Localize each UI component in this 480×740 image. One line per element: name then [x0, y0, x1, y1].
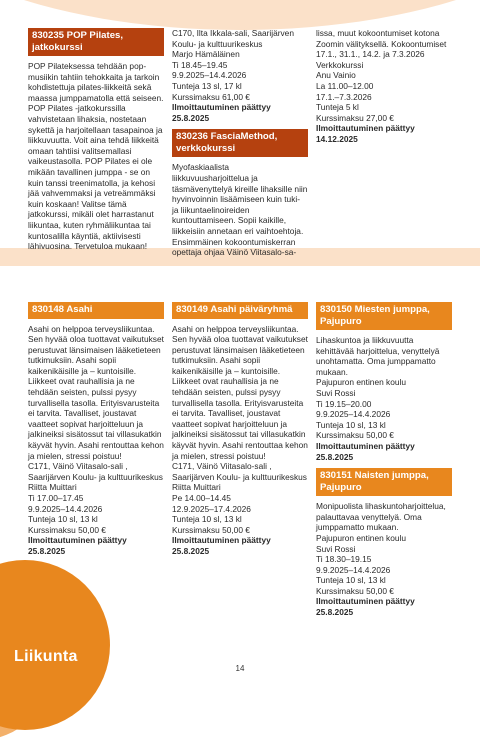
course-dates-830151: 9.9.2025–14.4.2026	[316, 564, 391, 575]
deadline-date: 14.12.2025	[316, 133, 358, 144]
deadline-label: Ilmoittautuminen päättyy	[172, 102, 271, 113]
course-title: 830235 POP Pilates, jatkokurssi	[28, 28, 164, 56]
course-location: Pajupuron entinen koulu	[316, 377, 406, 388]
course-teacher: Riitta Muittari	[28, 482, 77, 493]
course-fee: Kurssimaksu 61,00 €	[172, 91, 250, 102]
course-fee: Kurssimaksu 50,00 €	[316, 430, 394, 441]
course-description-830151: Monipuolista lihaskuntoharjoittelua, palauttavaa venyttelyä. Oma jumppamatto mukaan.	[316, 501, 446, 533]
course-hours: Tunteja 10 sl, 13 kl	[316, 419, 386, 430]
course-dates: 9.9.2025–14.4.2026	[172, 70, 247, 81]
course-hours: Tunteja 5 kl	[316, 102, 359, 113]
deadline-label: Ilmoittautuminen päättyy	[316, 123, 415, 134]
course-hours: Tunteja 10 sl, 13 kl	[28, 514, 98, 525]
course-830235-details	[172, 28, 308, 258]
course-title-830151: 830151 Naisten jumppa, Pajupuro	[316, 468, 452, 496]
course-teacher: Marjo Hämäläinen	[172, 49, 240, 60]
page-number: 14	[235, 664, 245, 673]
course-hours: Tunteja 13 sl, 17 kl	[172, 80, 242, 91]
course-title: 830149 Asahi päiväryhmä	[172, 302, 308, 319]
course-time: Ti 18.45–19.45	[172, 59, 228, 70]
course-time-830151: Ti 18.30–19.15	[316, 554, 372, 565]
course-830149	[172, 302, 308, 557]
deadline-label: Ilmoittautuminen päättyy	[172, 535, 271, 546]
course-teacher: Anu Vainio	[316, 70, 356, 81]
deadline-date: 25.8.2025	[316, 451, 354, 462]
course-description: POP Pilateksessa tehdään pop-musiikin tahtiin tehokkaita ja tarkoin kohdistettuja pilates-liikkeitä sekä maassa jumppamatolla että seiseen. POP Pilates -jatkokurssilla vahvistetaan lihaksia, nostetaan sykettä ja harjoitellaan tasapainoa ja liikkuvuutta. Voit aina tehdä liikkeitä omaan tahtiisi valitsemallasi vaikeustasolla. POP Pilates ei ole mikään tavallinen jumppa - se on kuin tanssi treenimatolla, ja kehosi jää vahvemmaksi ja vetreämmäksi kuin koskaan! Valitse tämä jatkokurssi, mikäli olet harrastanut liikuntaa, kuten ryhmäliikuntaa tai kuntosalilla käyntiä, aktiivisesti lähivuosina. Tervetuloa mukaan!	[28, 61, 164, 252]
course-title: 830150 Miesten jumppa, Pajupuro	[316, 302, 452, 330]
course-fee: Kurssimaksu 50,00 €	[172, 524, 250, 535]
top-decoration	[0, 0, 480, 30]
course-fee-830151: Kurssimaksu 50,00 €	[316, 585, 394, 596]
course-location: C171, Väinö Viitasalo-sali , Saarijärven Koulu- ja kulttuurikeskus	[28, 461, 163, 482]
course-830236-details	[316, 28, 452, 145]
course-hours-830151: Tunteja 10 sl, 13 kl	[316, 575, 386, 586]
course-teacher-830151: Suvi Rossi	[316, 543, 356, 554]
course-location-830151: Pajupuron entinen koulu	[316, 532, 406, 543]
course-teacher: Riitta Muittari	[172, 482, 221, 493]
course-830235	[28, 28, 164, 252]
deadline-date: 25.8.2025	[28, 545, 66, 556]
section-brand-label: Liikunta	[14, 648, 78, 665]
course-location: C170, Ilta Ikkala-sali, Saarijärven Koulu- ja kulttuurikeskus	[172, 28, 294, 49]
course-fee: Kurssimaksu 27,00 €	[316, 112, 394, 123]
course-dates: 17.1.–7.3.2026	[316, 91, 372, 102]
course-dates: 12.9.2025–17.4.2026	[172, 503, 251, 514]
deadline-label: Ilmoittautuminen päättyy	[316, 440, 415, 451]
deadline-label: Ilmoittautuminen päättyy	[28, 535, 127, 546]
course-dates: 9.9.2025–14.4.2026	[28, 503, 103, 514]
course-description: Asahi on helppoa terveysliikuntaa. Sen hyvää oloa tuottavat vaikutukset perustuvat länsimaisen lääketieteen tutkimuksiin. Asahi sopii kaikenikäisille ja – kuntoisille. Liikkeet ovat rauhallisia ja ne tehdään seisten, pulssi pysyy turvallisella tasolla. Erityisvarusteita ei tarvita. Tavalliset, joustavat vaatteet sopivat harjoitteluun ja jalkineiksi sisätossut tai villasukatkin käyvät hyvin. Asahi rentouttaa kehon ja mielen, stressi poistuu!	[172, 323, 308, 461]
course-teacher: Suvi Rossi	[316, 387, 356, 398]
course-dates: 9.9.2025–14.4.2026	[316, 409, 391, 420]
deadline-date-830151: 25.8.2025	[316, 607, 354, 618]
course-time: Ti 17.00–17.45	[28, 493, 84, 503]
course-830148	[28, 302, 164, 557]
course-time: Pe 14.00–14.45	[172, 493, 231, 503]
course-title-830236: 830236 FasciaMethod, verkkokurssi	[172, 129, 308, 157]
course-fee: Kurssimaksu 50,00 €	[28, 524, 106, 535]
course-time: La 11.00–12.00	[316, 80, 374, 91]
course-description-830236: Myofaskiaalista liikkuvuusharjoittelua ja täsmävenyttelyä kireille lihaksille niin hyvinvoinnin lisäämiseen kuin tuki- ja liikuntaelinoireiden kuntouttamiseen. Sopii kaikille, liikkeisiin annetaan eri vaihtoehtoja. Ensimmäinen kokoontumiskerran opettaja ohjaa Väinö Viitasalo-sa-	[172, 162, 308, 258]
deadline-date: 25.8.2025	[172, 545, 210, 556]
course-hours: Tunteja 10 sl, 13 kl	[172, 514, 242, 525]
deadline-date: 25.8.2025	[172, 112, 210, 123]
corner-decoration	[0, 560, 110, 730]
course-description-cont: lissa, muut kokoontumiset kotona Zoomin välityksellä. Kokoontumiset 17.1., 31.1., 14.2. ja 7.3.2026	[316, 28, 447, 60]
deadline-label-830151: Ilmoittautuminen päättyy	[316, 596, 415, 607]
course-title: 830148 Asahi	[28, 302, 164, 319]
course-location: Verkkokurssi	[316, 59, 364, 70]
course-time: Ti 19.15–20.00	[316, 398, 372, 409]
course-description: Asahi on helppoa terveysliikuntaa. Sen hyvää oloa tuottavat vaikutukset perustuvat länsimaisen lääketieteen tutkimuksiin. Asahi sopii kaikenikäisille ja – kuntoisille. Liikkeet ovat rauhallisia ja ne tehdään seisten, pulssi pysyy turvallisella tasolla. Erityisvarusteita ei tarvita. Tavalliset, joustavat vaatteet sopivat harjoitteluun ja jalkineiksi sisätossut tai villasukatkin käyvät hyvin. Asahi rentouttaa kehon ja mielen, stressi poistuu!	[28, 323, 164, 461]
course-location: C171, Väinö Viitasalo-sali , Saarijärven Koulu- ja kulttuurikeskus	[172, 461, 307, 482]
course-830150	[316, 302, 452, 618]
course-description: Lihaskuntoa ja liikkuvuutta kehittävää harjoittelua, venyttelyä unohtamatta. Oma jumppamatto mukaan.	[316, 335, 440, 377]
